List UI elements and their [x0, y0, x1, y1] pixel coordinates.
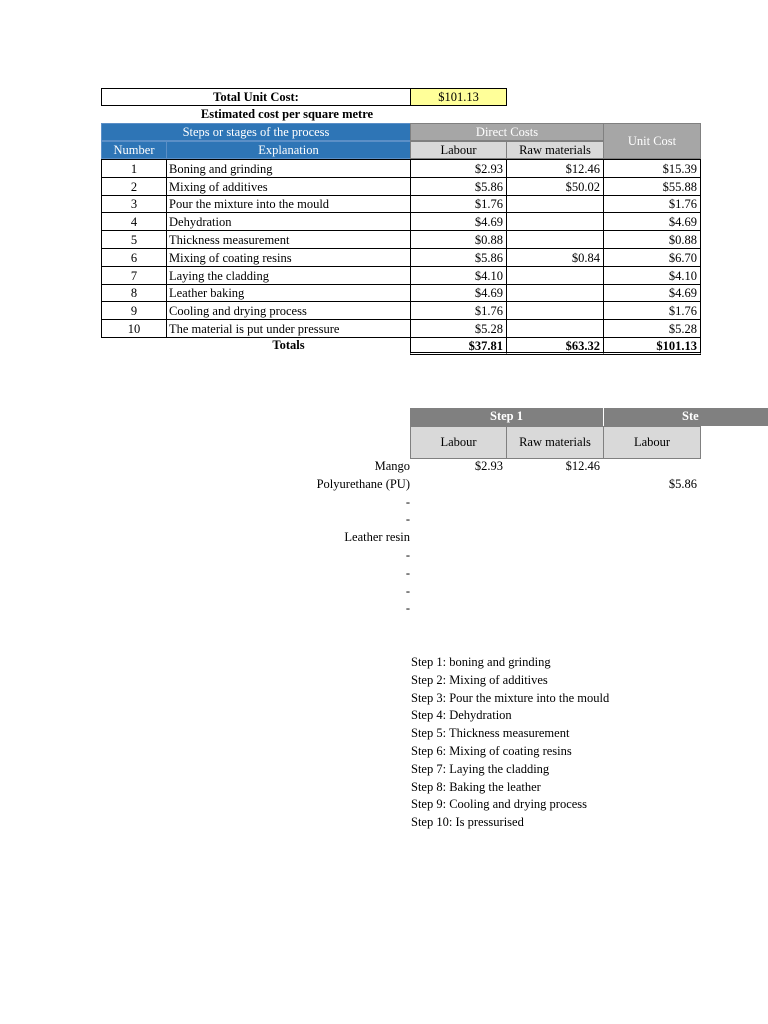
step2-labour-value	[603, 565, 701, 582]
row-unit-cost: $5.28	[603, 319, 701, 338]
row-unit-cost: $6.70	[603, 248, 701, 267]
row-raw-materials	[506, 266, 604, 285]
totals-unit: $101.13	[603, 337, 701, 355]
row-explanation: Laying the cladding	[166, 266, 411, 285]
row-unit-cost: $1.76	[603, 195, 701, 213]
row-raw-materials	[506, 195, 604, 213]
row-raw-materials	[506, 230, 604, 249]
step1-raw-value	[506, 511, 604, 528]
material-name: -	[405, 495, 410, 509]
row-unit-cost: $0.88	[603, 230, 701, 249]
row-number: 4	[101, 212, 167, 231]
row-labour: $1.76	[410, 195, 507, 213]
material-name: -	[405, 601, 410, 615]
material-name: -	[405, 584, 410, 598]
row-number: 5	[101, 230, 167, 249]
row-raw-materials	[506, 212, 604, 231]
material-name: Leather resin	[344, 530, 410, 544]
step1-labour-value	[410, 511, 507, 528]
row-explanation: Pour the mixture into the mould	[166, 195, 411, 213]
row-labour: $5.86	[410, 177, 507, 196]
step2-labour-value: $5.86	[668, 477, 697, 491]
step1-raw-materials-header: Raw materials	[506, 426, 604, 459]
step-list-item: Step 6: Mixing of coating resins	[411, 744, 572, 758]
row-explanation: Dehydration	[166, 212, 411, 231]
step-list-item: Step 5: Thickness measurement	[411, 726, 570, 740]
row-raw-materials: $50.02	[506, 177, 604, 196]
step2-labour-value	[603, 583, 701, 600]
row-explanation: Mixing of additives	[166, 177, 411, 196]
step2-labour-header: Labour	[603, 426, 701, 459]
row-labour: $0.88	[410, 230, 507, 249]
row-number: 8	[101, 284, 167, 302]
row-labour: $4.69	[410, 284, 507, 302]
step1-labour-value	[410, 565, 507, 582]
raw-materials-header: Raw materials	[506, 141, 604, 159]
row-unit-cost: $4.69	[603, 284, 701, 302]
step1-raw-value	[506, 476, 604, 493]
row-unit-cost: $15.39	[603, 159, 701, 178]
step1-raw-value	[506, 565, 604, 582]
step-list-item: Step 9: Cooling and drying process	[411, 797, 588, 811]
totals-label: Totals	[272, 338, 305, 352]
step2-header: Ste	[604, 408, 768, 426]
step1-labour-value	[410, 494, 507, 511]
step1-raw-value: $12.46	[565, 459, 600, 473]
row-unit-cost: $55.88	[603, 177, 701, 196]
row-raw-materials: $12.46	[506, 159, 604, 178]
total-unit-cost-value[interactable]: $101.13	[410, 88, 507, 106]
step1-labour-value	[410, 583, 507, 600]
direct-costs-header: Direct Costs	[410, 123, 604, 141]
step1-raw-value	[506, 547, 604, 564]
row-unit-cost: $1.76	[603, 301, 701, 320]
material-name: Mango	[374, 459, 410, 473]
step-list-item: Step 1: boning and grinding	[411, 655, 551, 669]
step1-labour-value	[410, 529, 507, 546]
step-list-item: Step 2: Mixing of additives	[411, 673, 548, 687]
row-raw-materials	[506, 301, 604, 320]
row-labour: $5.28	[410, 319, 507, 338]
row-raw-materials	[506, 319, 604, 338]
step1-raw-value	[506, 600, 604, 617]
row-number: 9	[101, 301, 167, 320]
row-explanation: Cooling and drying process	[166, 301, 411, 320]
row-labour: $2.93	[410, 159, 507, 178]
step2-labour-value	[603, 458, 701, 475]
step2-labour-value	[603, 494, 701, 511]
labour-header: Labour	[410, 141, 507, 159]
material-name: Polyurethane (PU)	[316, 477, 410, 491]
explanation-header: Explanation	[166, 141, 411, 159]
step1-raw-value	[506, 529, 604, 546]
row-explanation: Boning and grinding	[166, 159, 411, 178]
row-explanation: Mixing of coating resins	[166, 248, 411, 267]
step-list-item: Step 8: Baking the leather	[411, 780, 541, 794]
row-number: 2	[101, 177, 167, 196]
step1-labour-header: Labour	[410, 426, 507, 459]
step1-raw-value	[506, 583, 604, 600]
totals-labour: $37.81	[410, 337, 507, 355]
step-list-item: Step 3: Pour the mixture into the mould	[411, 691, 610, 705]
step1-labour-value	[410, 547, 507, 564]
step-list-item: Step 10: Is pressurised	[411, 815, 524, 829]
total-unit-cost-label: Total Unit Cost:	[101, 88, 411, 106]
step2-labour-value	[603, 529, 701, 546]
number-header: Number	[101, 141, 167, 159]
step2-labour-value	[603, 511, 701, 528]
row-number: 6	[101, 248, 167, 267]
row-explanation: Thickness measurement	[166, 230, 411, 249]
row-number: 7	[101, 266, 167, 285]
step-list-item: Step 4: Dehydration	[411, 708, 512, 722]
unit-cost-header: Unit Cost	[603, 123, 701, 159]
step1-labour-value	[410, 476, 507, 493]
table-bottom-rule	[101, 337, 411, 338]
row-number: 10	[101, 319, 167, 338]
row-labour: $4.69	[410, 212, 507, 231]
row-unit-cost: $4.69	[603, 212, 701, 231]
row-explanation: Leather baking	[166, 284, 411, 302]
step1-header: Step 1	[410, 408, 604, 426]
row-labour: $1.76	[410, 301, 507, 320]
step-list-item: Step 7: Laying the cladding	[411, 762, 550, 776]
step1-labour-value: $2.93	[474, 459, 503, 473]
step1-raw-value	[506, 494, 604, 511]
step2-labour-value	[603, 547, 701, 564]
material-name: -	[405, 548, 410, 562]
step1-labour-value	[410, 600, 507, 617]
row-labour: $4.10	[410, 266, 507, 285]
row-labour: $5.86	[410, 248, 507, 267]
row-number: 1	[101, 159, 167, 178]
material-name: -	[405, 566, 410, 580]
step2-labour-value	[603, 600, 701, 617]
estimated-cost-subtitle: Estimated cost per square metre	[200, 107, 374, 121]
totals-raw: $63.32	[506, 337, 604, 355]
row-unit-cost: $4.10	[603, 266, 701, 285]
row-raw-materials	[506, 284, 604, 302]
row-number: 3	[101, 195, 167, 213]
material-name: -	[405, 512, 410, 526]
row-raw-materials: $0.84	[506, 248, 604, 267]
steps-group-header: Steps or stages of the process	[101, 123, 411, 141]
row-explanation: The material is put under pressure	[166, 319, 411, 338]
